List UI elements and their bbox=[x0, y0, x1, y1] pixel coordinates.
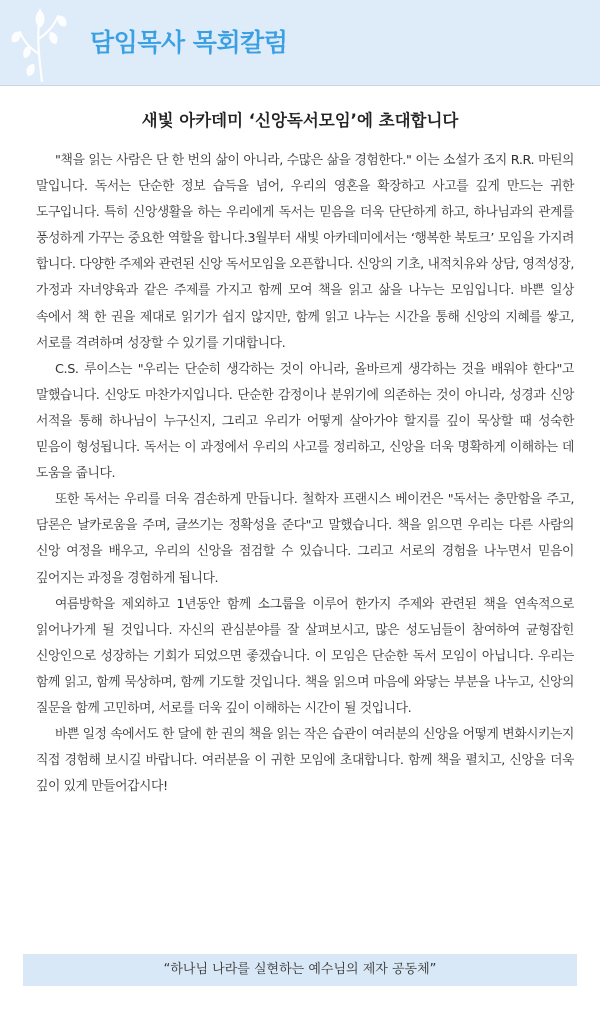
paragraph-2: C.S. 루이스는 "우리는 단순히 생각하는 것이 아니라, 올바르게 생각하는 것을 배워야 한다"고 말했습니다. 신앙도 마찬가지입니다. 단순한 감정이나 분위기에 의존하는 것이 아니라, 성경과 신앙 서적을 통해 하나님이 누구신지, 그리고 우리가 어떻게 살아가야 할지를 깊이 묵상할 때 성숙한 믿음이 형성됩니다. 독서는 이 과정에서 우리의 사고를 정리하고, 신앙을 더욱 명확하게 이해하는 데 도움을 줍니다. bbox=[36, 361, 574, 482]
leaf-branch-icon bbox=[4, 2, 74, 82]
article-body bbox=[36, 148, 574, 800]
paragraph-1: "책을 읽는 사람은 단 한 번의 삶이 아니라, 수많은 삶을 경험한다." 이는 소설가 조지 R.R. 마틴의 말입니다. 독서는 단순한 정보 습득을 넘어, 우리의 영혼을 확장하고 사고를 깊게 만드는 귀한 도구입니다. 특히 신앙생활을 하는 우리에게 독서는 믿음을 더욱 단단하게 하고, 하나님과의 관계를 풍성하게 가꾸는 중요한 역할을 합니다.3월부터 새빛 아카데미에서는 ‘행복한 북토크’ 모임을 가지려 합니다. 다양한 주제와 관련된 신앙 독서모임을 오픈합니다. 신앙의 기초, 내적치유와 상담, 영적성장, 가정과 자녀양육과 같은 주제를 가지고 함께 모여 책을 읽고 삶을 나누는 모임입니다. 바쁜 일상 속에서 책 한 권을 제대로 읽기가 쉽지 않지만, 함께 읽고 나누는 시간을 통해 신앙의 지혜를 쌓고, 서로를 격려하며 성장할 수 있기를 기대합니다. bbox=[36, 153, 574, 351]
paragraph-3: 또한 독서는 우리를 더욱 겸손하게 만듭니다. 철학자 프랜시스 베이컨은 "독서는 충만함을 주고, 담론은 날카로움을 주며, 글쓰기는 정확성을 준다"고 말했습니다. 책을 읽으면 우리는 다른 사람의 신앙 여정을 배우고, 우리의 신앙을 점검할 수 있습니다. 그리고 서로의 경험을 나누면서 믿음이 깊어지는 과정을 경험하게 됩니다. bbox=[36, 492, 574, 586]
church-motto-banner: “하나님 나라를 실현하는 예수님의 제자 공동체” bbox=[23, 954, 577, 986]
column-header bbox=[0, 0, 600, 86]
article-title: 새빛 아카데미 ‘신앙독서모임’에 초대합니다 bbox=[141, 111, 459, 130]
paragraph-4: 여름방학을 제외하고 1년동안 함께 소그룹을 이루어 한가지 주제와 관련된 책을 연속적으로 읽어나가게 될 것입니다. 자신의 관심분야를 잘 살펴보시고, 많은 성도님들이 참여하여 균형잡힌 신앙인으로 성장하는 기회가 되었으면 좋겠습니다. 이 모임은 단순한 독서 모임이 아닙니다. 우리는 함께 읽고, 함께 묵상하며, 함께 기도할 것입니다. 책을 읽으며 마음에 와닿는 부분을 나누고, 신앙의 질문을 함께 고민하며, 서로를 더욱 깊이 이해하는 시간이 될 것입니다. bbox=[36, 596, 574, 716]
column-title: 담임목사 목회칼럼 bbox=[90, 28, 288, 57]
paragraph-5: 바쁜 일정 속에서도 한 달에 한 권의 책을 읽는 작은 습관이 여러분의 신앙을 어떻게 변화시키는지 직접 경험해 보시길 바랍니다. 여러분을 이 귀한 모임에 초대합니다. 함께 책을 펼치고, 신앙을 더욱 깊이 있게 만들어갑시다! bbox=[36, 727, 574, 795]
